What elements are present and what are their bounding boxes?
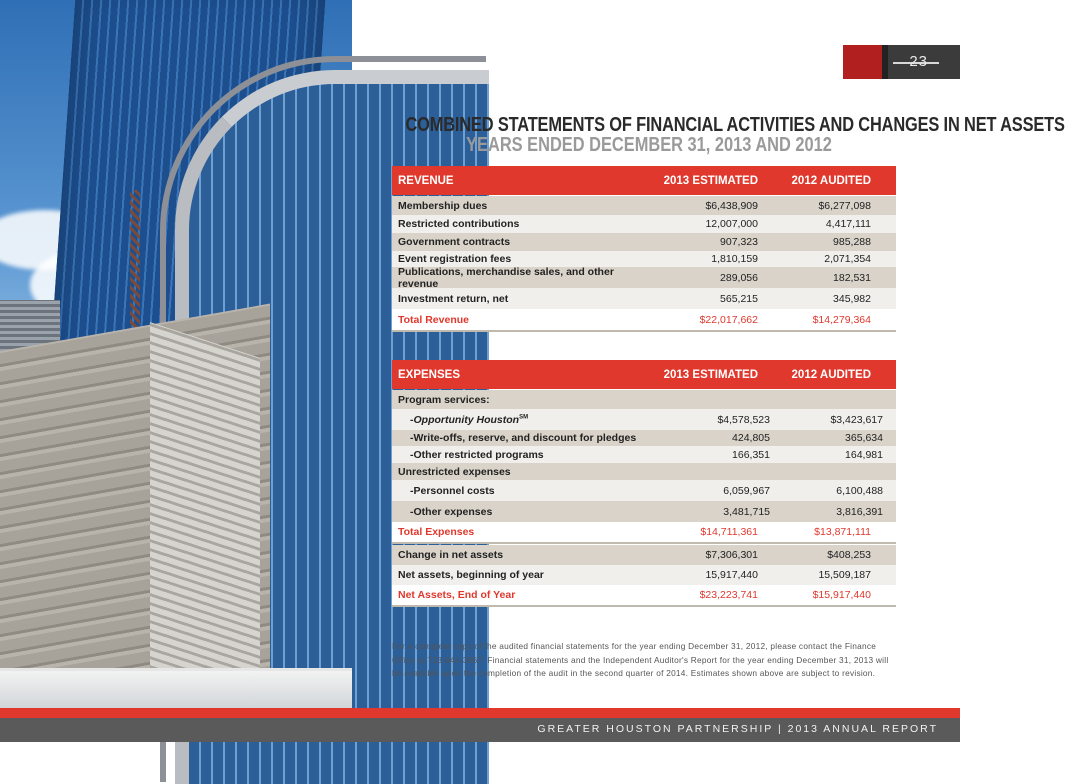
footnote: For a complete copy of the audited financial statements for the year ending December 31, 2012, please contact the Finance Office at 713-844-3667. Financial statements and the Independent Auditor's Report for the year ending December 31, 2013 will be available upon the completion of the audit in the second quarter of 2014. Estimates shown above are subject to revision. xyxy=(392,641,889,679)
value-2013: $6,438,909 xyxy=(705,199,758,212)
page-number-tab xyxy=(843,45,960,79)
table-row xyxy=(392,501,896,522)
column-header: 2013 ESTIMATED xyxy=(663,174,758,187)
footer-text: GREATER HOUSTON PARTNERSHIP | 2013 ANNUAL REPORT xyxy=(537,723,938,735)
row-label: -Other restricted programs xyxy=(410,448,544,461)
service-mark: SM xyxy=(519,414,529,420)
value-2013: $7,306,301 xyxy=(705,549,758,561)
value-2013: 3,481,715 xyxy=(723,505,770,518)
value-2013: 12,007,000 xyxy=(705,218,758,230)
parking-structure-side xyxy=(150,322,260,728)
value-2013: 15,917,440 xyxy=(705,569,758,581)
row-label: Restricted contributions xyxy=(398,218,520,230)
table-row xyxy=(392,446,896,463)
table-row xyxy=(392,390,896,409)
column-header: EXPENSES xyxy=(398,368,460,381)
value-2012: 15,509,187 xyxy=(818,569,871,581)
table-row xyxy=(392,233,896,251)
row-label: Event registration fees xyxy=(398,253,512,265)
page-number: 23 xyxy=(909,53,928,70)
total-2012: $13,871,111 xyxy=(814,526,871,538)
value-2012: 4,417,111 xyxy=(825,218,871,230)
value-2012: 3,816,391 xyxy=(836,505,883,518)
row-label: Investment return, net xyxy=(398,292,509,305)
value-2013: 6,059,967 xyxy=(723,484,770,497)
tab-accent xyxy=(843,45,887,79)
program-name: Opportunity Houston xyxy=(413,413,520,426)
row-label: Government contracts xyxy=(398,236,511,248)
value-2013: 166,351 xyxy=(732,448,770,461)
column-header: 2012 AUDITED xyxy=(791,368,871,381)
accent-band xyxy=(0,708,960,718)
value-2012: 182,531 xyxy=(833,271,871,284)
value-2012: 164,981 xyxy=(845,448,883,461)
value-2012: 345,982 xyxy=(833,292,871,305)
page-title: COMBINED STATEMENTS OF FINANCIAL ACTIVITIES AND CHANGES IN NET ASSETS xyxy=(405,114,1065,136)
total-label: Total Revenue xyxy=(398,313,469,326)
canopy xyxy=(0,668,352,711)
table-row xyxy=(392,430,896,446)
row-label: Program services: xyxy=(398,393,490,406)
dash: - xyxy=(410,413,414,426)
value-2012: $3,423,617 xyxy=(830,413,883,426)
value-2013: $4,578,523 xyxy=(717,413,770,426)
total-label: Total Expenses xyxy=(398,526,475,538)
table-row xyxy=(392,196,896,215)
row-label: -Other expenses xyxy=(410,505,493,518)
building-photo xyxy=(0,0,352,708)
table-row xyxy=(392,215,896,233)
net-assets-table xyxy=(392,545,896,607)
row-label: Publications, merchandise sales, and other revenue xyxy=(398,265,614,290)
total-row xyxy=(392,585,896,607)
table-row xyxy=(392,545,896,565)
total-row xyxy=(392,522,896,544)
column-header: 2013 ESTIMATED xyxy=(663,368,758,381)
value-2012: 985,288 xyxy=(833,236,871,248)
row-label: Membership dues xyxy=(398,199,488,212)
total-label: Net Assets, End of Year xyxy=(398,589,516,601)
total-2012: $15,917,440 xyxy=(812,589,871,601)
table-row xyxy=(392,480,896,501)
total-2013: $23,223,741 xyxy=(699,589,758,601)
value-2013: 907,323 xyxy=(720,236,758,248)
value-2013: 1,810,159 xyxy=(711,253,758,265)
total-2013: $14,711,361 xyxy=(700,526,758,538)
row-label xyxy=(392,414,662,426)
expenses-header xyxy=(392,360,896,389)
value-2012: 2,071,354 xyxy=(824,253,871,265)
value-2012: 365,634 xyxy=(845,432,883,444)
crane xyxy=(130,190,140,340)
value-2012: $6,277,098 xyxy=(818,199,871,212)
footer-bar xyxy=(0,718,960,742)
table-row xyxy=(392,267,896,288)
table-row xyxy=(392,409,896,430)
total-2012: $14,279,364 xyxy=(812,313,871,326)
value-2013: 424,805 xyxy=(732,432,770,444)
row-label: -Personnel costs xyxy=(410,484,495,497)
total-row xyxy=(392,309,896,332)
revenue-header xyxy=(392,166,896,195)
expenses-table xyxy=(392,360,896,544)
column-header: REVENUE xyxy=(398,174,454,187)
column-header: 2012 AUDITED xyxy=(791,174,871,187)
value-2013: 289,056 xyxy=(720,271,758,284)
value-2013: 565,215 xyxy=(720,292,758,305)
table-row xyxy=(392,288,896,309)
row-label: Change in net assets xyxy=(398,549,504,561)
row-label: -Write-offs, reserve, and discount for pledges xyxy=(410,432,637,444)
row-label: Net assets, beginning of year xyxy=(398,569,544,581)
table-row xyxy=(392,463,896,480)
value-2012: $408,253 xyxy=(827,549,871,561)
page-subtitle: YEARS ENDED DECEMBER 31, 2013 AND 2012 xyxy=(466,134,832,156)
value-2012: 6,100,488 xyxy=(836,484,883,497)
row-label: Unrestricted expenses xyxy=(398,465,511,478)
revenue-table xyxy=(392,166,896,332)
table-row xyxy=(392,565,896,585)
total-2013: $22,017,662 xyxy=(699,313,758,326)
